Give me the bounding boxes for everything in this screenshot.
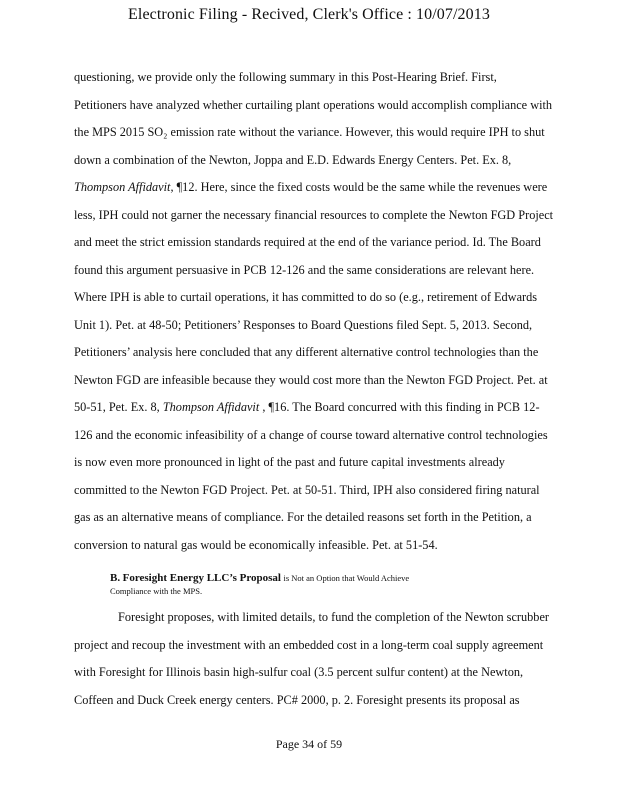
text-line bbox=[74, 178, 584, 206]
text-line: project and recoup the investment with an embedded cost in a long-term coal supply agreement bbox=[74, 637, 544, 652]
text-line bbox=[74, 398, 584, 426]
text-line: less, IPH could not garner the necessary financial resources to complete the Newton FGD Project bbox=[74, 207, 554, 222]
italic-citation: Thompson Affidavit, bbox=[74, 180, 174, 194]
section-title-rest: is Not an Option that Would Achieve bbox=[283, 573, 410, 583]
text-line: committed to the Newton FGD Project. Pet. at 50-51. Third, IPH also considered firing natural bbox=[74, 482, 540, 497]
page-number: Page 34 of 59 bbox=[275, 737, 343, 751]
text-line: Coffeen and Duck Creek energy centers. PC# 2000, p. 2. Foresight presents its proposal as bbox=[74, 692, 520, 707]
text-line: Petitioners have analyzed whether curtailing plant operations would accomplish compliance with bbox=[74, 97, 553, 112]
electronic-filing-header: Electronic Filing - Recived, Clerk's Office : 10/07/2013 bbox=[128, 6, 490, 23]
body-paragraph-2 bbox=[74, 608, 584, 718]
body-paragraph-1 bbox=[74, 68, 584, 563]
text-line: down a combination of the Newton, Joppa and E.D. Edwards Energy Centers. Pet. Ex. 8, bbox=[74, 152, 512, 167]
text-line: questioning, we provide only the following summary in this Post-Hearing Brief. First, bbox=[74, 70, 497, 84]
text-line: Foresight proposes, with limited details, to fund the completion of the Newton scrubber bbox=[118, 610, 549, 624]
section-label: B. bbox=[110, 572, 121, 584]
text-span: 50-51, Pet. Ex. 8, bbox=[74, 400, 163, 414]
text-line: with Foresight for Illinois basin high-sulfur coal (3.5 percent sulfur content) at the Newton, bbox=[74, 665, 524, 679]
text-line: Unit 1). Pet. at 48-50; Petitioners’ Responses to Board Questions filed Sept. 5, 2013. Second, bbox=[74, 317, 533, 332]
text-line: Newton FGD are infeasible because they would cost more than the Newton FGD Project. Pet. at bbox=[74, 372, 548, 387]
section-title: Foresight Energy LLC’s Proposal bbox=[122, 572, 281, 584]
text-line: and meet the strict emission standards required at the end of the variance period. Id. The Board bbox=[74, 235, 541, 249]
text-line: Where IPH is able to curtail operations, it has committed to do so (e.g., retirement of Edwards bbox=[74, 290, 538, 304]
text-line: is now even more pronounced in light of the past and future capital investments already bbox=[74, 455, 505, 469]
text-span: , ¶16. The Board concurred with this finding in PCB 12- bbox=[259, 400, 540, 414]
text-line: 126 and the economic infeasibility of a change of course toward alternative control technologies bbox=[74, 427, 548, 442]
text-span: ¶12. Here, since the fixed costs would be the same while the revenues were bbox=[173, 180, 548, 194]
text-line: gas as an alternative means of compliance. For the detailed reasons set forth in the Petition, a bbox=[74, 510, 532, 524]
text-line: conversion to natural gas would be economically infeasible. Pet. at 51-54. bbox=[74, 537, 438, 552]
text-line: the MPS 2015 SO₂ emission rate without the variance. However, this would require IPH to shut bbox=[74, 125, 545, 139]
section-heading bbox=[110, 572, 530, 598]
text-line: Petitioners’ analysis here concluded that any different alternative control technologies than the bbox=[74, 345, 539, 359]
section-title-line-2: Compliance with the MPS. bbox=[110, 586, 203, 596]
text-line: found this argument persuasive in PCB 12-126 and the same considerations are relevant here. bbox=[74, 262, 535, 277]
italic-citation: Thompson Affidavit bbox=[162, 400, 260, 414]
